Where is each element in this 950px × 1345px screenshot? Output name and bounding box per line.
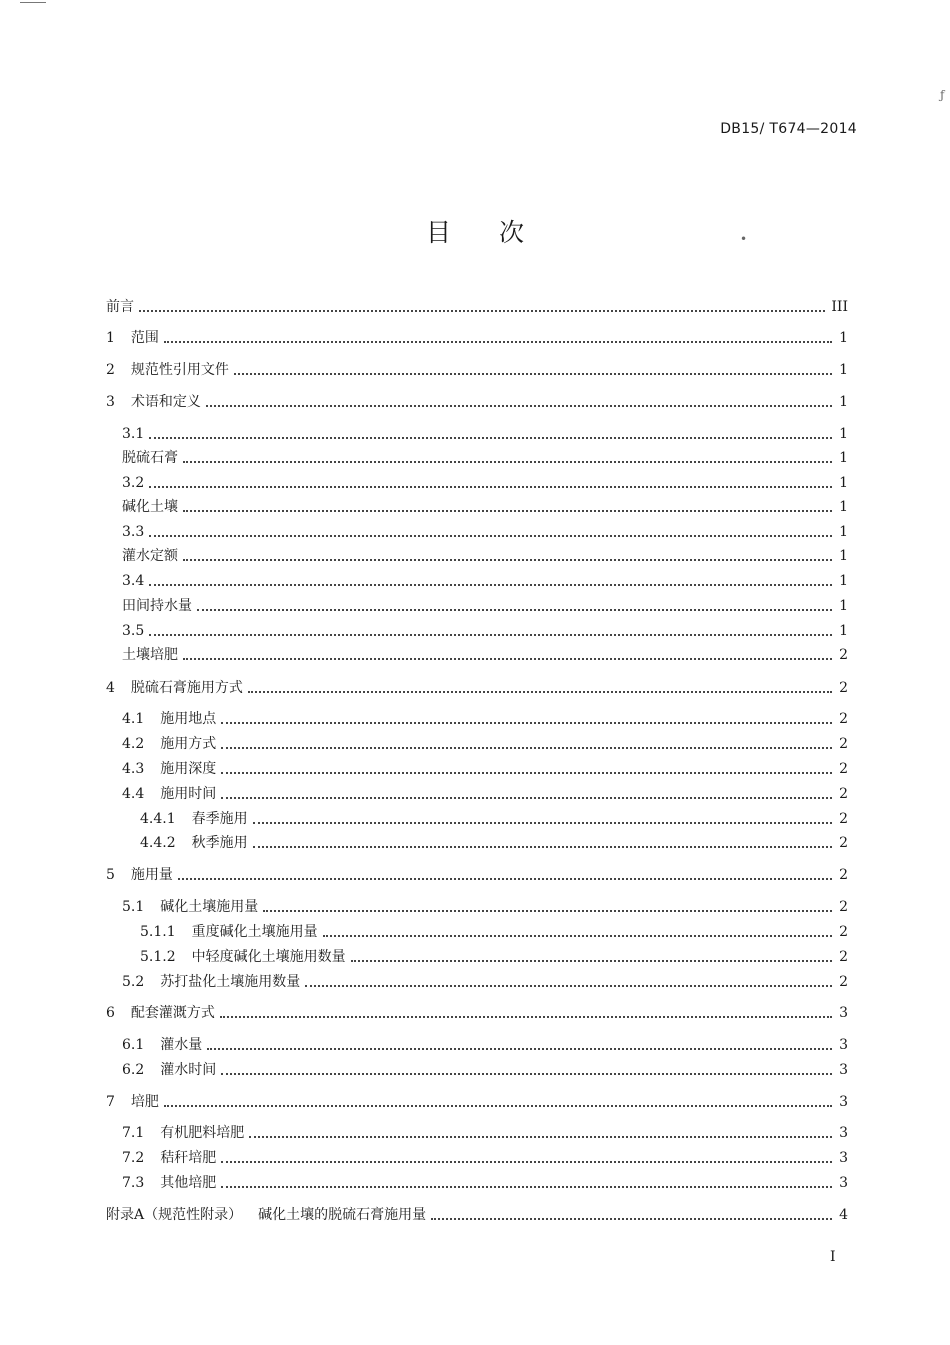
scan-mark: ƒ	[940, 88, 945, 102]
toc-entry-page: III	[831, 299, 848, 315]
toc-entry-number: 7.2	[122, 1150, 145, 1166]
toc-entry-label	[106, 679, 246, 697]
toc-leader-dots	[149, 634, 832, 636]
toc-entry-page: 3	[839, 1175, 848, 1191]
toc-entry-page: 2	[839, 811, 848, 827]
toc-entry-label	[106, 1004, 218, 1022]
toc-entry-page: 1	[839, 548, 848, 564]
toc-entry-label	[106, 298, 137, 316]
toc-entry-page: 2	[839, 974, 848, 990]
toc-entry-title: 灌水定额	[122, 548, 178, 564]
toc-entry[interactable]	[140, 810, 848, 828]
toc-leader-dots	[253, 846, 832, 848]
toc-entry[interactable]	[122, 597, 848, 615]
toc-leader-dots	[197, 609, 832, 611]
toc-entry-page: 3	[839, 1037, 848, 1053]
toc-entry-page: 1	[839, 598, 848, 614]
toc-entry-number: 附录A（规范性附录）	[106, 1207, 243, 1223]
toc-entry-label	[122, 449, 181, 467]
toc-leader-dots	[164, 341, 832, 343]
toc-entry[interactable]	[122, 425, 848, 443]
toc-entry[interactable]	[122, 1174, 848, 1192]
toc-leader-dots	[234, 373, 832, 375]
toc-entry-page: 2	[839, 899, 848, 915]
toc-entry-page: 2	[839, 761, 848, 777]
toc-entry-page: 1	[839, 623, 848, 639]
toc-entry-title: 土壤培肥	[122, 647, 178, 663]
toc-entry-title: 术语和定义	[130, 394, 201, 410]
toc-entry-title: 灌水量	[160, 1037, 203, 1053]
toc-entry-number: 5.1.2	[140, 949, 176, 965]
toc-entry-title: 范围	[130, 330, 159, 346]
toc-entry-page: 3	[839, 1062, 848, 1078]
toc-entry-page: 2	[839, 786, 848, 802]
toc-leader-dots	[149, 535, 832, 537]
toc-entry-number: 7	[106, 1094, 115, 1110]
toc-entry[interactable]	[122, 785, 848, 803]
toc-entry-page: 1	[839, 573, 848, 589]
toc-leader-dots	[221, 772, 832, 774]
toc-entry-label	[140, 923, 321, 941]
toc-entry[interactable]	[122, 1124, 848, 1142]
toc-entry[interactable]	[122, 622, 848, 640]
toc-entry-title: 3.5	[122, 623, 145, 639]
toc-entry-title: 春季施用	[191, 811, 248, 827]
toc-entry[interactable]	[140, 948, 848, 966]
toc-entry-label	[122, 498, 181, 516]
toc-entry-page: 1	[839, 450, 848, 466]
toc-entry-number: 4.4.2	[140, 835, 176, 851]
toc-leader-dots	[149, 437, 832, 439]
toc-entry-number: 7.1	[122, 1125, 145, 1141]
toc-entry-page: 1	[839, 426, 848, 442]
toc-entry-page: 2	[839, 867, 848, 883]
toc-entry-label	[122, 1124, 247, 1142]
toc-entry-page: 4	[839, 1207, 848, 1223]
toc-entry-page: 1	[839, 362, 848, 378]
toc-leader-dots	[305, 985, 832, 987]
toc-entry-page: 1	[839, 475, 848, 491]
toc-leader-dots	[206, 405, 832, 407]
toc-entry-page: 2	[839, 924, 848, 940]
toc-entry-title: 有机肥料培肥	[160, 1125, 245, 1141]
toc-entry-label	[122, 1174, 219, 1192]
page-title: 目次	[425, 218, 572, 247]
toc-entry-number: 3	[106, 394, 115, 410]
toc-entry[interactable]	[122, 1036, 848, 1054]
toc-entry-label	[106, 393, 204, 411]
toc-entry[interactable]	[140, 834, 848, 852]
toc-entry-title: 灌水时间	[160, 1062, 217, 1078]
toc-entry-title: 3.4	[122, 573, 145, 589]
toc-entry-number: 5.1	[122, 899, 145, 915]
toc-entry-page: 2	[839, 680, 848, 696]
toc-entry[interactable]	[122, 547, 848, 565]
toc-entry-label	[106, 1206, 429, 1224]
toc-entry-title: 施用时间	[160, 786, 217, 802]
toc-leader-dots	[207, 1048, 832, 1050]
toc-entry-title: 重度碱化土壤施用量	[191, 924, 318, 940]
toc-leader-dots	[221, 722, 832, 724]
toc-entry-label	[122, 760, 219, 778]
toc-entry-number: 6	[106, 1005, 115, 1021]
toc-entry[interactable]	[140, 923, 848, 941]
toc-entry-title: 施用方式	[160, 736, 217, 752]
toc-leader-dots	[323, 935, 832, 937]
toc-entry-title: 其他培肥	[160, 1175, 217, 1191]
toc-entry-label	[122, 646, 181, 664]
top-rule	[20, 2, 46, 3]
toc-entry[interactable]	[122, 1149, 848, 1167]
toc-entry[interactable]	[122, 646, 848, 664]
toc-entry-label	[122, 523, 147, 541]
toc-entry[interactable]	[106, 361, 848, 379]
toc-entry-label	[122, 1149, 219, 1167]
toc-entry-label	[122, 898, 261, 916]
toc-leader-dots	[263, 910, 832, 912]
toc-entry-page: 2	[839, 711, 848, 727]
toc-leader-dots	[431, 1218, 832, 1220]
document-code: DB15/ T674—2014	[720, 121, 857, 137]
toc-entry-title: 秸秆培肥	[160, 1150, 217, 1166]
toc-leader-dots	[221, 797, 832, 799]
toc-entry-page: 1	[839, 499, 848, 515]
toc-leader-dots	[249, 1136, 832, 1138]
toc-entry-page: 2	[839, 835, 848, 851]
toc-entry-label	[140, 834, 251, 852]
toc-entry-title: 3.3	[122, 524, 145, 540]
toc-entry[interactable]	[106, 329, 848, 347]
toc-entry-title: 脱硫石膏施用方式	[130, 680, 243, 696]
toc-entry-title: 配套灌溉方式	[130, 1005, 215, 1021]
toc-entry-page: 3	[839, 1005, 848, 1021]
toc-entry-label	[106, 361, 232, 379]
toc-entry-number: 1	[106, 330, 115, 346]
toc-entry-page: 2	[839, 736, 848, 752]
toc-entry[interactable]	[106, 866, 848, 884]
toc-leader-dots	[220, 1016, 832, 1018]
toc-entry-label	[122, 474, 147, 492]
toc-entry[interactable]	[106, 679, 848, 697]
toc-entry-label	[122, 1036, 205, 1054]
toc-leader-dots	[221, 1161, 832, 1163]
toc-leader-dots	[149, 584, 832, 586]
toc-entry-title: 田间持水量	[122, 598, 192, 614]
toc-entry-title: 3.1	[122, 426, 145, 442]
toc-entry[interactable]	[106, 393, 848, 411]
toc-entry-label	[140, 810, 251, 828]
toc-entry-label	[122, 622, 147, 640]
toc-entry-page: 1	[839, 394, 848, 410]
toc-leader-dots	[183, 510, 832, 512]
toc-entry[interactable]	[122, 973, 848, 991]
toc-entry-title: 施用深度	[160, 761, 217, 777]
toc-entry-number: 7.3	[122, 1175, 145, 1191]
toc-entry-number: 6.2	[122, 1062, 145, 1078]
toc-leader-dots	[351, 960, 832, 962]
toc-entry-title: 施用量	[130, 867, 173, 883]
toc-entry-title: 苏打盐化土壤施用数量	[160, 974, 301, 990]
toc-entry-title: 脱硫石膏	[122, 450, 178, 466]
toc-leader-dots	[183, 658, 832, 660]
toc-entry-page: 3	[839, 1094, 848, 1110]
toc-entry-title: 碱化土壤施用量	[160, 899, 259, 915]
toc-leader-dots	[183, 559, 832, 561]
toc-entry-page: 3	[839, 1125, 848, 1141]
toc-entry-page: 2	[839, 949, 848, 965]
toc-entry[interactable]	[122, 474, 848, 492]
toc-entry-number: 4.4	[122, 786, 145, 802]
toc-entry-label	[106, 1093, 162, 1111]
toc-leader-dots	[221, 1073, 832, 1075]
toc-leader-dots	[164, 1105, 832, 1107]
toc-entry-label	[122, 735, 219, 753]
toc-entry-number: 5	[106, 867, 115, 883]
toc-entry-page: 3	[839, 1150, 848, 1166]
toc-entry-page: 1	[839, 330, 848, 346]
toc-entry[interactable]	[122, 735, 848, 753]
toc-entry-title: 前言	[106, 299, 134, 315]
toc-entry-label	[122, 1061, 219, 1079]
toc-entry-title: 培肥	[130, 1094, 159, 1110]
toc-leader-dots	[253, 822, 832, 824]
toc-entry-title: 碱化土壤的脱硫石膏施用量	[258, 1207, 427, 1223]
toc-leader-dots	[183, 461, 832, 463]
toc-entry-number: 6.1	[122, 1037, 145, 1053]
toc-entry-number: 5.1.1	[140, 924, 176, 940]
toc-entry-label	[122, 973, 303, 991]
toc-entry[interactable]	[106, 1206, 848, 1224]
toc-entry-label	[122, 547, 181, 565]
toc-leader-dots	[248, 691, 832, 693]
toc-entry-title: 3.2	[122, 475, 145, 491]
toc-entry-title: 中轻度碱化土壤施用数量	[191, 949, 346, 965]
toc-leader-dots	[149, 486, 832, 488]
toc-entry-title: 施用地点	[160, 711, 217, 727]
toc-entry[interactable]	[122, 760, 848, 778]
toc-entry-number: 4	[106, 680, 115, 696]
scan-dot: •	[740, 232, 748, 246]
toc-entry[interactable]	[122, 572, 848, 590]
toc-entry[interactable]	[106, 1093, 848, 1111]
toc-entry[interactable]	[122, 449, 848, 467]
toc-leader-dots	[139, 310, 825, 312]
toc-entry-page: 1	[839, 524, 848, 540]
toc-entry-label	[140, 948, 349, 966]
toc-entry[interactable]	[122, 498, 848, 516]
toc-entry-label	[106, 329, 162, 347]
toc-entry-number: 4.4.1	[140, 811, 176, 827]
toc-leader-dots	[221, 1186, 832, 1188]
toc-entry-label	[122, 425, 147, 443]
toc-entry-title: 秋季施用	[191, 835, 248, 851]
toc-entry-number: 5.2	[122, 974, 145, 990]
toc-entry[interactable]	[106, 298, 848, 316]
toc-entry-label	[106, 866, 176, 884]
toc-entry-label	[122, 572, 147, 590]
toc-entry[interactable]	[122, 710, 848, 728]
toc-entry-title: 碱化土壤	[122, 499, 178, 515]
toc-entry-number: 4.3	[122, 761, 145, 777]
toc-entry-number: 4.2	[122, 736, 145, 752]
toc-entry[interactable]	[122, 898, 848, 916]
toc-leader-dots	[178, 878, 832, 880]
toc-entry[interactable]	[106, 1004, 848, 1022]
toc-leader-dots	[221, 747, 832, 749]
toc-entry-label	[122, 710, 219, 728]
toc-entry[interactable]	[122, 523, 848, 541]
toc-entry-page: 2	[839, 647, 848, 663]
toc-entry-label	[122, 785, 219, 803]
toc-entry-number: 2	[106, 362, 115, 378]
page-folio: I	[830, 1249, 836, 1265]
toc-entry-number: 4.1	[122, 711, 145, 727]
toc-entry-title: 规范性引用文件	[130, 362, 229, 378]
toc-entry[interactable]	[122, 1061, 848, 1079]
toc-entry-label	[122, 597, 195, 615]
